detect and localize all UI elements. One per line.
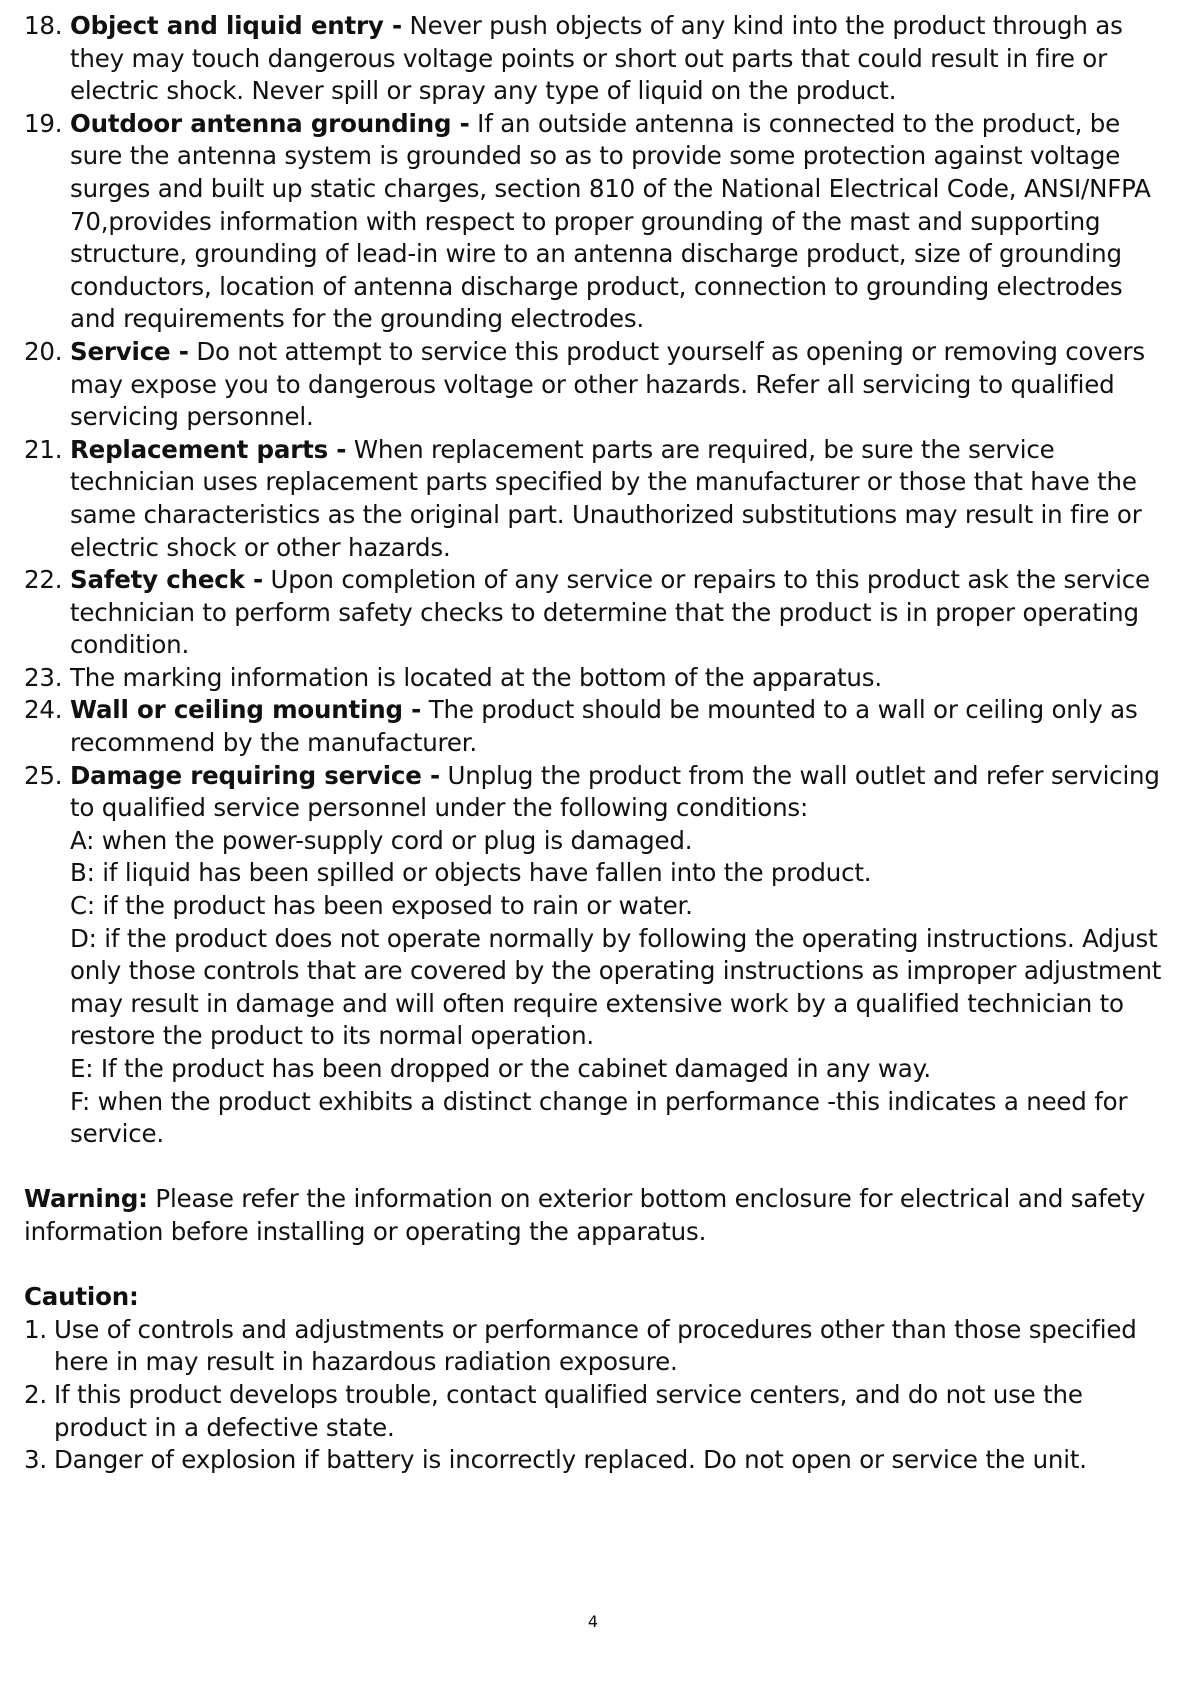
list-item xyxy=(24,108,1164,336)
item-text: Unplug the product from the wall outlet and refer servicing to qualified service personnel under the following conditions: xyxy=(70,760,1160,823)
item-body xyxy=(70,10,1164,108)
item-text: The marking information is located at the bottom of the apparatus. xyxy=(70,662,882,692)
list-item xyxy=(24,564,1164,662)
list-item xyxy=(24,336,1164,434)
item-text: The product should be mounted to a wall or ceiling only as recommend by the manufacturer. xyxy=(70,695,1138,758)
item-text: If an outside antenna is connected to the product, be sure the antenna system is grounded so as to provide some protection against voltage surges and built up static charges, section 810 of the National Electrical Code, ANSI/NFPA 70,provides information with respect to proper grounding of the mast and supporting structure, grounding of lead-in wire to an antenna discharge product, size of grounding conductors, location of antenna discharge product, connection to grounding electrodes and requirements for the grounding electrodes. xyxy=(70,108,1151,334)
caution-item xyxy=(24,1314,1164,1379)
item-number: 20. xyxy=(24,336,63,366)
page-number: 4 xyxy=(587,1612,599,1631)
list-item xyxy=(24,760,1164,1151)
condition-item: C: if the product has been exposed to rain or water. xyxy=(70,891,693,921)
item-title: Safety check - xyxy=(70,565,263,595)
caution-text: If this product develops trouble, contact qualified service centers, and do not use the product in a defective state. xyxy=(54,1379,1083,1442)
item-body xyxy=(70,108,1164,336)
caution-text: Danger of explosion if battery is incorrectly replaced. Do not open or service the unit. xyxy=(54,1445,1087,1475)
caution-item xyxy=(24,1444,1164,1477)
list-item xyxy=(24,694,1164,759)
item-body xyxy=(70,694,1164,759)
caution-item xyxy=(24,1379,1164,1444)
item-body xyxy=(70,564,1164,662)
item-text: Upon completion of any service or repairs to this product ask the service technician to perform safety checks to determine that the product is in proper operating condition. xyxy=(70,565,1150,660)
item-body xyxy=(70,336,1164,434)
item-number: 21. xyxy=(24,434,63,464)
item-title: Replacement parts - xyxy=(70,434,347,464)
item-number: 25. xyxy=(24,760,63,790)
item-title: Damage requiring service - xyxy=(70,760,440,790)
caution-number: 1. xyxy=(24,1314,47,1344)
item-text: Do not attempt to service this product yourself as opening or removing covers may expose you to dangerous voltage or other hazards. Refer all servicing to qualified servicing personnel. xyxy=(70,336,1145,432)
condition-item: F: when the product exhibits a distinct change in performance -this indicates a need for service. xyxy=(70,1086,1128,1149)
caution-list xyxy=(24,1314,1164,1477)
condition-item: B: if liquid has been spilled or objects have fallen into the product. xyxy=(70,858,872,888)
item-title: Outdoor antenna grounding - xyxy=(70,108,470,138)
warning-text: Please refer the information on exterior bottom enclosure for electrical and safety information before installing or operating the apparatus. xyxy=(24,1184,1146,1246)
list-item xyxy=(24,662,1164,695)
condition-item: D: if the product does not operate normally by following the operating instructions. Adjust only those controls that are covered by the operating instructions as improper adjustment may result in damage and will often require extensive work by a qualified technician to restore the product to its normal operation. xyxy=(70,923,1162,1051)
spacer xyxy=(24,1151,1164,1184)
caution-number: 3. xyxy=(24,1445,47,1475)
caution-heading: Caution: xyxy=(24,1282,139,1312)
spacer xyxy=(24,1249,1164,1282)
safety-instructions-list xyxy=(24,10,1164,1151)
item-body xyxy=(70,434,1164,564)
item-body xyxy=(70,760,1164,1151)
warning-paragraph xyxy=(24,1183,1164,1248)
item-title: Wall or ceiling mounting - xyxy=(70,695,422,725)
item-number: 24. xyxy=(24,695,63,725)
condition-item: A: when the power-supply cord or plug is damaged. xyxy=(70,825,693,855)
condition-item: E: If the product has been dropped or the cabinet damaged in any way. xyxy=(70,1054,931,1083)
item-number: 19. xyxy=(24,108,63,138)
item-number: 18. xyxy=(24,11,63,40)
document-page xyxy=(24,10,1164,1477)
item-text: When replacement parts are required, be sure the service technician uses replacement parts specified by the manufacturer or those that have the same characteristics as the original part. Unauthorized substitutions may result in fire or electric shock or other hazards. xyxy=(70,434,1142,562)
caution-text: Use of controls and adjustments or performance of procedures other than those specified here in may result in hazardous radiation exposure. xyxy=(54,1314,1137,1377)
list-item xyxy=(24,10,1164,108)
item-title: Object and liquid entry - xyxy=(70,11,402,40)
item-title: Service - xyxy=(70,336,189,366)
caution-number: 2. xyxy=(24,1379,47,1409)
item-text: Never push objects of any kind into the product through as they may touch dangerous voltage points or short out parts that could result in fire or electric shock. Never spill or spray any type of liquid on the product. xyxy=(70,11,1123,106)
item-body xyxy=(70,662,1164,695)
warning-label: Warning: xyxy=(24,1184,148,1214)
list-item xyxy=(24,434,1164,564)
item-number: 23. xyxy=(24,662,63,692)
item-number: 22. xyxy=(24,565,63,595)
